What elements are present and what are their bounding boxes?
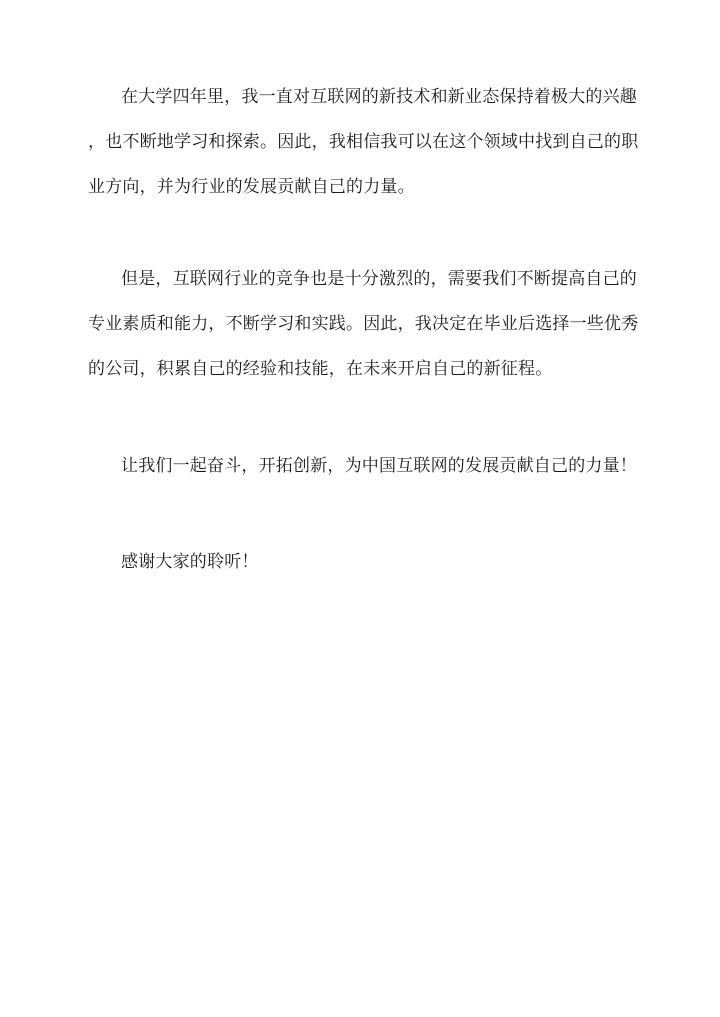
paragraph-2-line-2: 专业素质和能力，不断学习和实践。因此，我决定在毕业后选择一些优秀: [88, 314, 639, 334]
paragraph-2-line-3: 的公司，积累自己的经验和技能，在未来开启自己的新征程。: [88, 359, 553, 379]
paragraph-1-line-3: 业方向，并为行业的发展贡献自己的力量。: [88, 177, 415, 197]
paragraph-4-line-1: 感谢大家的聆听！: [121, 552, 259, 572]
paragraph-1-line-2: ，也不断地学习和探索。因此，我相信我可以在这个领域中找到自己的职: [88, 132, 639, 152]
paragraph-3-line-1: 让我们一起奋斗，开拓创新，为中国互联网的发展贡献自己的力量！: [121, 456, 637, 476]
paragraph-2-line-1: 但是，互联网行业的竞争也是十分激烈的，需要我们不断提高自己的: [121, 269, 637, 289]
paragraph-1-line-1: 在大学四年里，我一直对互联网的新技术和新业态保持着极大的兴趣: [121, 87, 637, 107]
